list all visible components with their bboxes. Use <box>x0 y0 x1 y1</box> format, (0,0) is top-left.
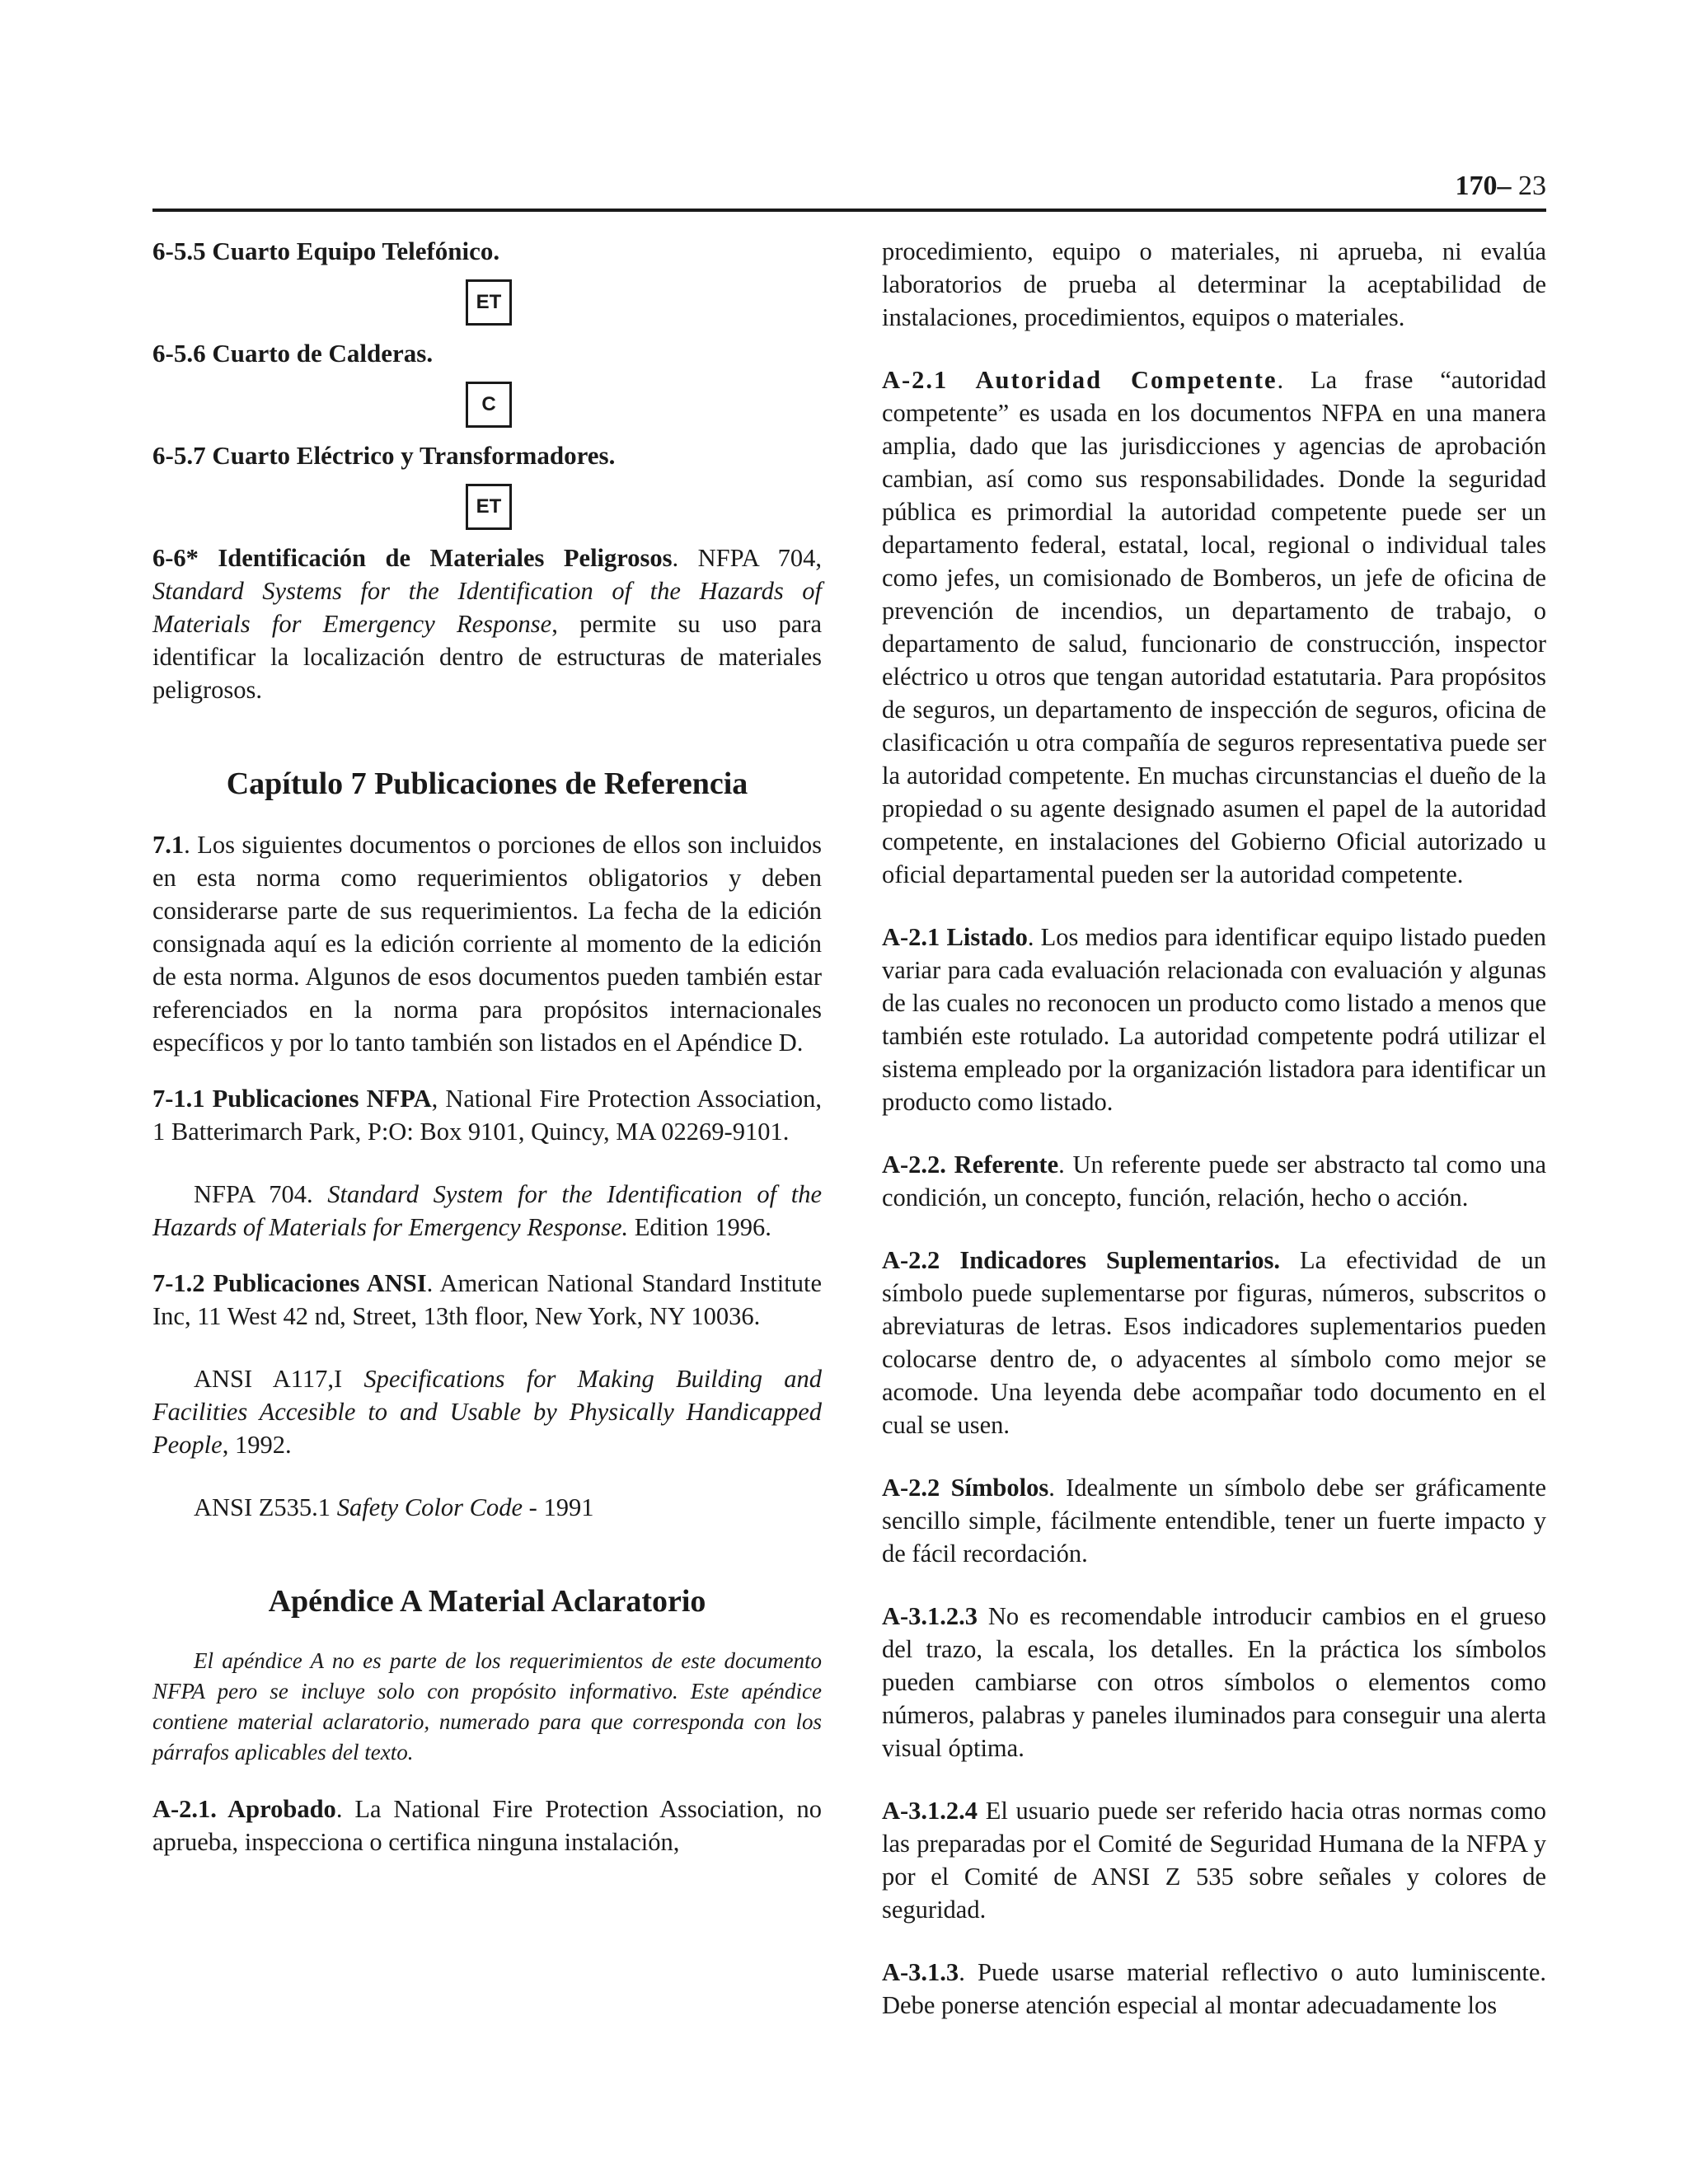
nfpa-704-title: Standard Systems for the Identification of the Hazards of Materials for Emergency Response <box>152 577 822 638</box>
chapter-7-title: Capítulo 7 Publicaciones de Referencia <box>226 766 748 801</box>
section-a-2-1-title: A-2.1. Aprobado <box>152 1795 336 1823</box>
ansi-a117-reference: ANSI A117,I Specifications for Making Building and Facilities Accesible to and Usable by Physically Handicapped People, 1992. <box>152 1365 822 1459</box>
section-a-2-2-simbolos: A-2.2 Símbolos. Idealmente un símbolo debe ser gráficamente sencillo simple, fácilmente entendible, tener un fuerte impacto y de fácil recordación. <box>882 1474 1546 1568</box>
section-a-2-2-indicadores-title: A-2.2 Indicadores Suplementarios. <box>882 1246 1280 1274</box>
appendix-a-note: El apéndice A no es parte de los requerimientos de este documento NFPA pero se incluye solo con propósito informativo. Este apéndice contiene material aclaratorio, numerado para que corresponda con los párrafos aplicables del texto. <box>152 1648 822 1765</box>
section-6-6-paragraph: 6-6* Identificación de Materiales Peligrosos. NFPA 704, Standard Systems for the Identification of the Hazards of Materials for Emergency Response, permite su uso para identificar la localización dentro de estructuras de materiales peligrosos. <box>152 544 823 704</box>
page-number-code: 170– <box>1455 171 1512 201</box>
page-number <box>1456 171 1547 202</box>
ansi-z535-reference: ANSI Z535.1 Safety Color Code - 1991 <box>194 1493 594 1521</box>
appendix-a-title: Apéndice A Material Aclaratorio <box>268 1584 706 1619</box>
section-a-2-2-indicadores: A-2.2 Indicadores Suplementarios. La efectividad de un símbolo puede suplementarse por figuras, números, subscritos o abreviaturas de letras. Esos indicadores suplementarios pueden colocarse dentro de, o adyacentes al símbolo como mejor se acomode. Una leyenda debe acompañar todo documento en el cual se usen. <box>882 1246 1546 1439</box>
section-6-5-7-heading: 6-5.7 Cuarto Eléctrico y Transformadores. <box>152 441 616 470</box>
section-a-2-1-listado-title: A-2.1 Listado <box>882 923 1028 951</box>
section-6-6-title: 6-6* Identificación de Materiales Peligrosos <box>152 544 673 572</box>
section-6-5-6-heading: 6-5.6 Cuarto de Calderas. <box>152 339 434 368</box>
section-a-2-1-autoridad: A-2.1 Autoridad Competente. La frase “autoridad competente” es usada en los documentos NFPA en una manera amplia, dado que las jurisdicciones y agencias de aprobación cambian, así como sus responsabilidades. Donde la seguridad pública es primordial la autoridad competente puede ser un departamento federal, estatal, local, regional o individual tales como jefes, un comisionado de Bomberos, un jefe de oficina de prevención de incendios, un departamento de trabajo, o departamento de salud, funcionario de construcción, inspector eléctrico u otros que tengan autoridad estatutaria. Para propósitos de seguros, un departamento de inspección de seguros, oficina de clasificación u otra compañía de seguros representativa puede ser la autoridad competente. En muchas circunstancias el dueño de la propiedad o su agente designado asumen el papel de la autoridad competente, en instalaciones del Gobierno Oficial autorizado u oficial departamental pueden ser la autoridad competente. <box>882 366 1546 888</box>
telephone-room-symbol: ET <box>466 279 512 326</box>
section-7-1-2-paragraph: 7-1.2 Publicaciones ANSI. American National Standard Institute Inc, 11 West 42 nd, Street, 13th floor, New York, NY 10036. <box>152 1269 822 1330</box>
section-7-1-paragraph: 7.1. Los siguientes documentos o porciones de ellos son incluidos en esta norma como requerimientos obligatorios y deben considerarse parte de sus requerimientos. La fecha de la edición consignada aquí es la edición corriente al momento de la edición de esta norma. Algunos de esos documentos pueden también estar referenciados en la norma para propósitos internacionales específicos y por lo tanto también son listados en el Apéndice D. <box>152 831 822 1057</box>
section-6-5-5-heading: 6-5.5 Cuarto Equipo Telefónico. <box>152 237 500 265</box>
boiler-room-symbol: C <box>466 382 512 428</box>
page-header <box>152 169 1546 212</box>
electrical-room-symbol: ET <box>466 484 512 530</box>
section-a-3-1-3-title: A-3.1.3 <box>882 1958 959 1986</box>
section-7-1-1-paragraph: 7-1.1 Publicaciones NFPA, National Fire Protection Association, 1 Batterimarch Park, P:O: Box 9101, Quincy, MA 02269-9101. <box>152 1085 822 1146</box>
section-a-2-2-referente-title: A-2.2. Referente <box>882 1151 1059 1179</box>
section-7-1-1-title: 7-1.1 Publicaciones NFPA <box>152 1085 432 1113</box>
section-7-1-title: 7.1 <box>152 831 185 859</box>
left-column <box>152 235 822 1858</box>
section-a-2-2-referente: A-2.2. Referente. Un referente puede ser abstracto tal como una condición, un concepto, función, relación, hecho o acción. <box>882 1151 1546 1212</box>
section-a-2-2-simbolos-title: A-2.2 Símbolos <box>882 1474 1049 1502</box>
page-number-page: 23 <box>1511 171 1546 201</box>
section-a-3-1-3: A-3.1.3. Puede usarse material reflectivo o auto luminiscente. Debe ponerse atención especial al montar adecuadamente los <box>882 1958 1546 2019</box>
section-a-2-1-aprobado: A-2.1. Aprobado. La National Fire Protection Association, no aprueba, inspecciona o certifica ninguna instalación, <box>152 1795 823 1856</box>
section-a-3-1-2-4: A-3.1.2.4 El usuario puede ser referido hacia otras normas como las preparadas por el Comité de Seguridad Humana de la NFPA y por el Comité de ANSI Z 535 sobre señales y colores de seguridad. <box>882 1797 1546 1924</box>
section-a-3-1-2-4-title: A-3.1.2.4 <box>882 1797 978 1825</box>
section-a-3-1-2-3: A-3.1.2.3 No es recomendable introducir cambios en el grueso del trazo, la escala, los detalles. En la práctica los símbolos pueden cambiarse con otros símbolos o elementos como números, palabras y paneles iluminados para conseguir una alerta visual óptima. <box>882 1602 1546 1762</box>
section-a-2-1-listado: A-2.1 Listado. Los medios para identificar equipo listado pueden variar para cada evaluación relacionada con evaluación y algunas de las cuales no reconocen un producto como listado a menos que también este rotulado. La autoridad competente podrá utilizar el sistema empleado por la organización listadora para identificar un producto como listado. <box>882 923 1546 1116</box>
aprobado-continuation: procedimiento, equipo o materiales, ni aprueba, ni evalúa laboratorios de prueba al determinar la aceptabilidad de instalaciones, procedimientos, equipos o materiales. <box>882 237 1546 331</box>
right-column <box>882 235 1546 2022</box>
section-a-2-1-autoridad-title: A-2.1 Autoridad Competente <box>882 366 1278 394</box>
section-7-1-2-title: 7-1.2 Publicaciones ANSI <box>152 1269 427 1297</box>
nfpa-704-reference: NFPA 704. Standard System for the Identification of the Hazards of Materials for Emergency Response. Edition 1996. <box>152 1180 822 1241</box>
section-a-3-1-2-3-title: A-3.1.2.3 <box>882 1602 978 1630</box>
